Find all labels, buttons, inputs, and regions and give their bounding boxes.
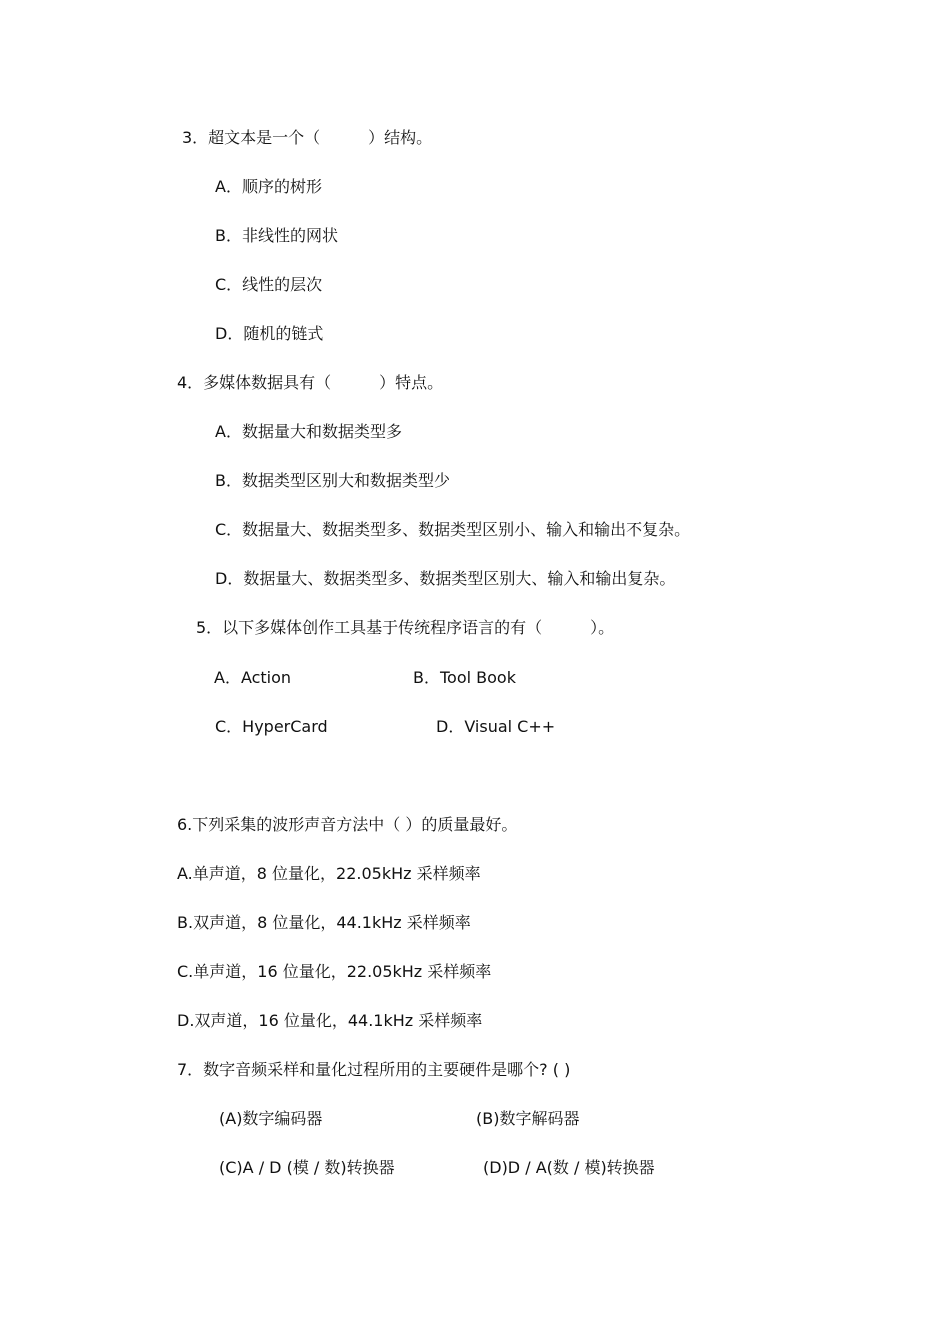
q5-option-b: B．Tool Book xyxy=(413,668,516,687)
q7-option-a: (A)数字编码器 xyxy=(219,1109,323,1128)
q4-option-d: D．数据量大、数据类型多、数据类型区别大、输入和输出复杂。 xyxy=(215,569,676,588)
q3-option-b: B．非线性的网状 xyxy=(215,226,338,245)
q4-stem: 4．多媒体数据具有（ ）特点。 xyxy=(177,373,444,392)
q7-option-c: (C)A / D (模 / 数)转换器 xyxy=(219,1158,395,1177)
q3-stem: 3．超文本是一个（ ）结构。 xyxy=(182,128,433,147)
q4-option-b: B．数据类型区别大和数据类型少 xyxy=(215,471,450,490)
q5-option-a: A．Action xyxy=(214,668,292,687)
q3-option-a: A．顺序的树形 xyxy=(215,177,322,196)
q5-option-d: D．Visual C++ xyxy=(436,717,556,736)
q6-option-d: D.双声道，16 位量化，44.1kHz 采样频率 xyxy=(177,1011,483,1030)
q5-option-c: C．HyperCard xyxy=(215,717,328,736)
q3-option-d: D．随机的链式 xyxy=(215,324,324,343)
q4-option-c: C．数据量大、数据类型多、数据类型区别小、输入和输出不复杂。 xyxy=(215,520,691,539)
q7-option-b: (B)数字解码器 xyxy=(476,1109,580,1128)
q6-stem: 6.下列采集的波形声音方法中（ ）的质量最好。 xyxy=(177,815,518,834)
q6-option-c: C.单声道，16 位量化，22.05kHz 采样频率 xyxy=(177,962,492,981)
q3-option-c: C．线性的层次 xyxy=(215,275,323,294)
q4-option-a: A．数据量大和数据类型多 xyxy=(215,422,402,441)
q6-option-a: A.单声道，8 位量化，22.05kHz 采样频率 xyxy=(177,864,481,883)
q6-option-b: B.双声道，8 位量化，44.1kHz 采样频率 xyxy=(177,913,471,932)
q7-option-d: (D)D / A(数 / 模)转换器 xyxy=(483,1158,655,1177)
q5-stem: 5．以下多媒体创作工具基于传统程序语言的有（ ）。 xyxy=(196,618,615,637)
q7-stem: 7．数字音频采样和量化过程所用的主要硬件是哪个? ( ) xyxy=(177,1060,571,1079)
